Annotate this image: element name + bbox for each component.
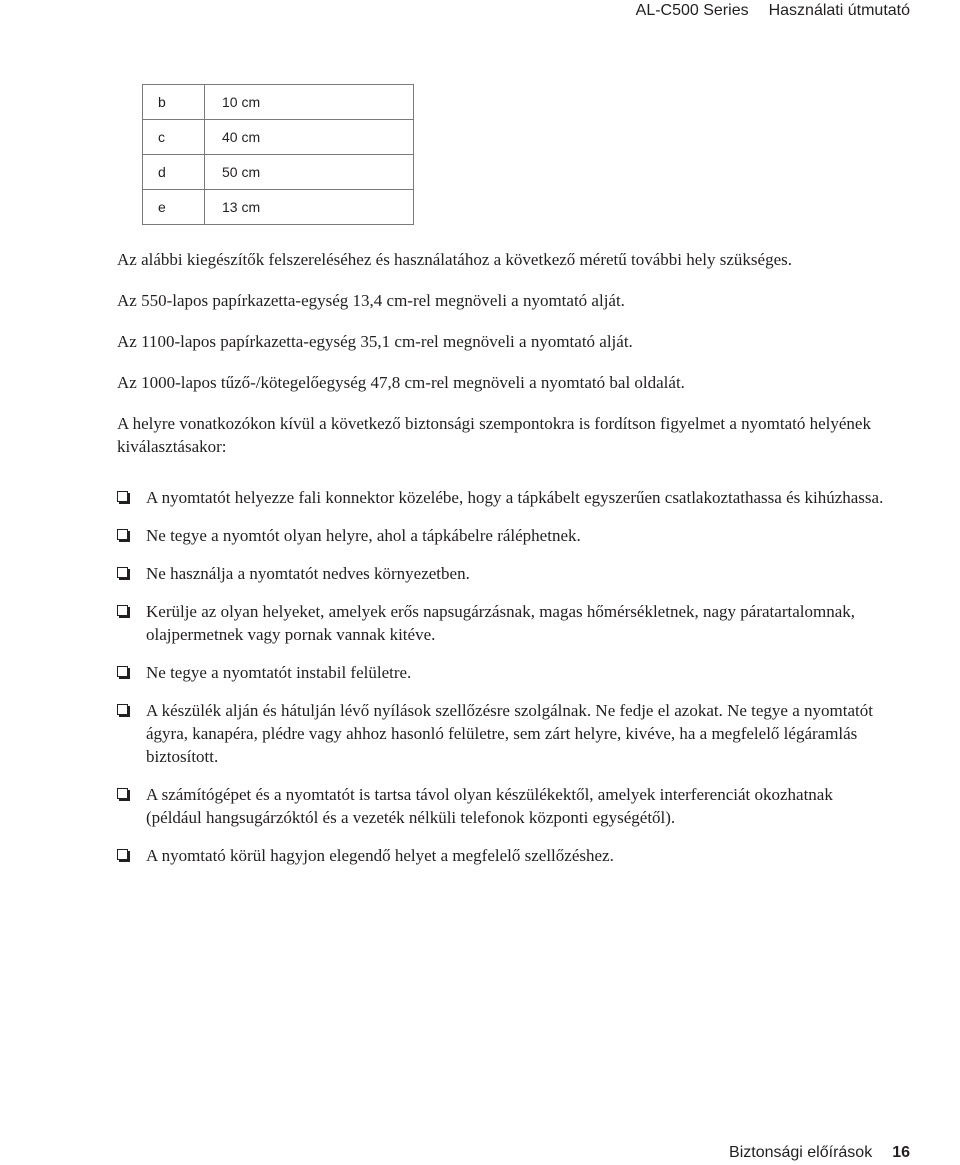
list-item (117, 844, 892, 867)
list-item-text: A nyomtató körül hagyjon elegendő helyet a megfelelő szellőzéshez. (146, 846, 614, 865)
paragraph-1100-cassette: Az 1100-lapos papírkazetta-egység 35,1 cm-rel megnöveli a nyomtató alját. (117, 332, 633, 351)
list-item-text: Ne tegye a nyomtót olyan helyre, ahol a tápkábelre ráléphetnek. (146, 526, 581, 545)
dimension-table (142, 84, 414, 225)
checkbox-bullet-icon (117, 704, 128, 715)
product-name: AL-C500 Series (635, 2, 749, 19)
row-value: 50 cm (205, 155, 414, 190)
page-footer (729, 1144, 910, 1162)
paragraph-550-cassette: Az 550-lapos papírkazetta-egység 13,4 cm-rel megnöveli a nyomtató alját. (117, 291, 625, 310)
safety-list (117, 486, 892, 867)
row-value: 10 cm (205, 85, 414, 120)
row-value: 40 cm (205, 120, 414, 155)
checkbox-bullet-icon (117, 491, 128, 502)
table-row (143, 85, 414, 120)
checkbox-bullet-icon (117, 605, 128, 616)
list-item (117, 661, 892, 684)
list-item-text: A készülék alján és hátulján lévő nyílások szellőzésre szolgálnak. Ne fedje el azokat. Ne tegye a nyomtatót ágyra, kanapéra, plédre vagy ahhoz hasonló felületre, sem zárt helyre, kivéve, ha a megfelelő légáramlás biztosított. (146, 701, 873, 766)
table-row (143, 190, 414, 225)
list-item (117, 600, 892, 646)
paragraph-safety-intro: A helyre vonatkozókon kívül a következő biztonsági szempontokra is fordítson figyelmet a nyomtató helyének kiválasztásakor: (117, 414, 871, 456)
section-title: Biztonsági előírások (729, 1144, 873, 1161)
checkbox-bullet-icon (117, 849, 128, 860)
list-item-text: Ne használja a nyomtatót nedves környezetben. (146, 564, 470, 583)
checkbox-bullet-icon (117, 788, 128, 799)
checkbox-bullet-icon (117, 529, 128, 540)
table-row (143, 155, 414, 190)
checkbox-bullet-icon (117, 567, 128, 578)
list-item (117, 699, 892, 768)
row-key: b (143, 85, 205, 120)
list-item-text: Ne tegye a nyomtatót instabil felületre. (146, 663, 412, 682)
main-content (117, 248, 892, 882)
list-item (117, 783, 892, 829)
checkbox-bullet-icon (117, 666, 128, 677)
list-item (117, 486, 892, 509)
row-key: e (143, 190, 205, 225)
list-item (117, 562, 892, 585)
row-key: d (143, 155, 205, 190)
row-value: 13 cm (205, 190, 414, 225)
list-item (117, 524, 892, 547)
page-number: 16 (892, 1144, 910, 1161)
paragraph-stapler-unit: Az 1000-lapos tűző-/kötegelőegység 47,8 cm-rel megnöveli a nyomtató bal oldalát. (117, 373, 685, 392)
paragraph-accessories-space: Az alábbi kiegészítők felszereléséhez és használatához a következő méretű további hely szükséges. (117, 250, 792, 269)
list-item-text: Kerülje az olyan helyeket, amelyek erős napsugárzásnak, magas hőmérsékletnek, nagy páratartalomnak, olajpermetnek vagy pornak vannak kitéve. (146, 602, 855, 644)
list-item-text: A számítógépet és a nyomtatót is tartsa távol olyan készülékektől, amelyek interferenciát okozhatnak (például hangsugárzóktól és a vezeték nélküli telefonok központi egységétől). (146, 785, 833, 827)
table-row (143, 120, 414, 155)
page-header (636, 0, 910, 22)
row-key: c (143, 120, 205, 155)
list-item-text: A nyomtatót helyezze fali konnektor közelébe, hogy a tápkábelt egyszerűen csatlakoztathassa és kihúzhassa. (146, 488, 884, 507)
guide-title: Használati útmutató (768, 2, 910, 19)
